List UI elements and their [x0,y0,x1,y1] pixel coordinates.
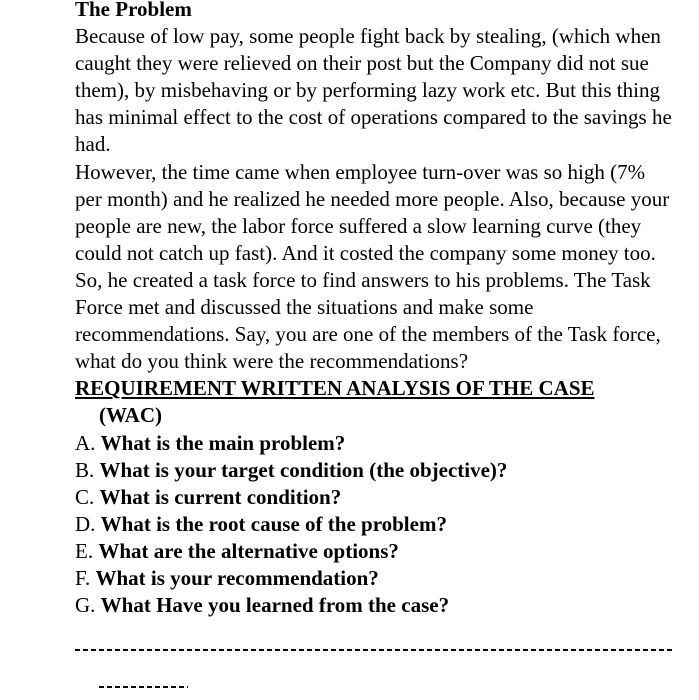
question-letter: F. [75,565,91,590]
question-text: What Have you learned from the case? [100,593,450,618]
paragraph-low-pay: Because of low pay, some people fight back by stealing, (which when caught they were relieved on their post but the Company did not sue them), by misbehaving or by performing lazy work etc. But this thing has minimal effect to the cost of operations compared to the savings he had. [75,24,672,157]
requirement-heading-wac: (WAC) [99,403,162,428]
paragraph-task-force: So, he created a task force to find answers to his problems. The Task Force met and discussed the situations and make some recommendations. Say, you are one of the members of the Task force, what do you think were the recommendations? [75,267,661,374]
requirement-heading [75,375,675,429]
question-item-f [75,565,675,592]
question-item-b [75,457,675,484]
question-letter: C. [75,484,95,509]
question-item-d [75,511,675,538]
question-text: What are the alternative options? [98,538,399,563]
question-text: What is your recommendation? [95,565,379,590]
question-item-c [75,484,675,511]
requirement-heading-text: REQUIREMENT WRITTEN ANALYSIS OF THE CASE [75,376,595,401]
paragraph-turnover: However, the time came when employee turn-over was so high (7% per month) and he realized he needed more people. Also, because your people are new, the labor force suffered a slow learning curve (they could not catch up fast). And it costed the company some money too. [75,159,670,265]
question-item-g [75,592,675,619]
question-letter: A. [75,430,96,455]
question-letter: B. [75,457,95,482]
question-text: What is your target condition (the objective)? [99,457,508,482]
answer-dashed-line-short [99,686,188,688]
question-text: What is the root cause of the problem? [100,511,447,536]
question-item-a [75,430,675,457]
question-text: What is current condition? [99,484,342,509]
question-letter: E. [75,538,94,563]
question-list [75,430,675,620]
case-document [75,0,675,619]
question-text: What is the main problem? [100,430,346,455]
question-letter: D. [75,511,96,536]
document-title: The Problem [75,0,192,21]
question-letter: G. [75,593,96,618]
question-item-e [75,538,675,565]
answer-dashed-line [75,649,675,651]
